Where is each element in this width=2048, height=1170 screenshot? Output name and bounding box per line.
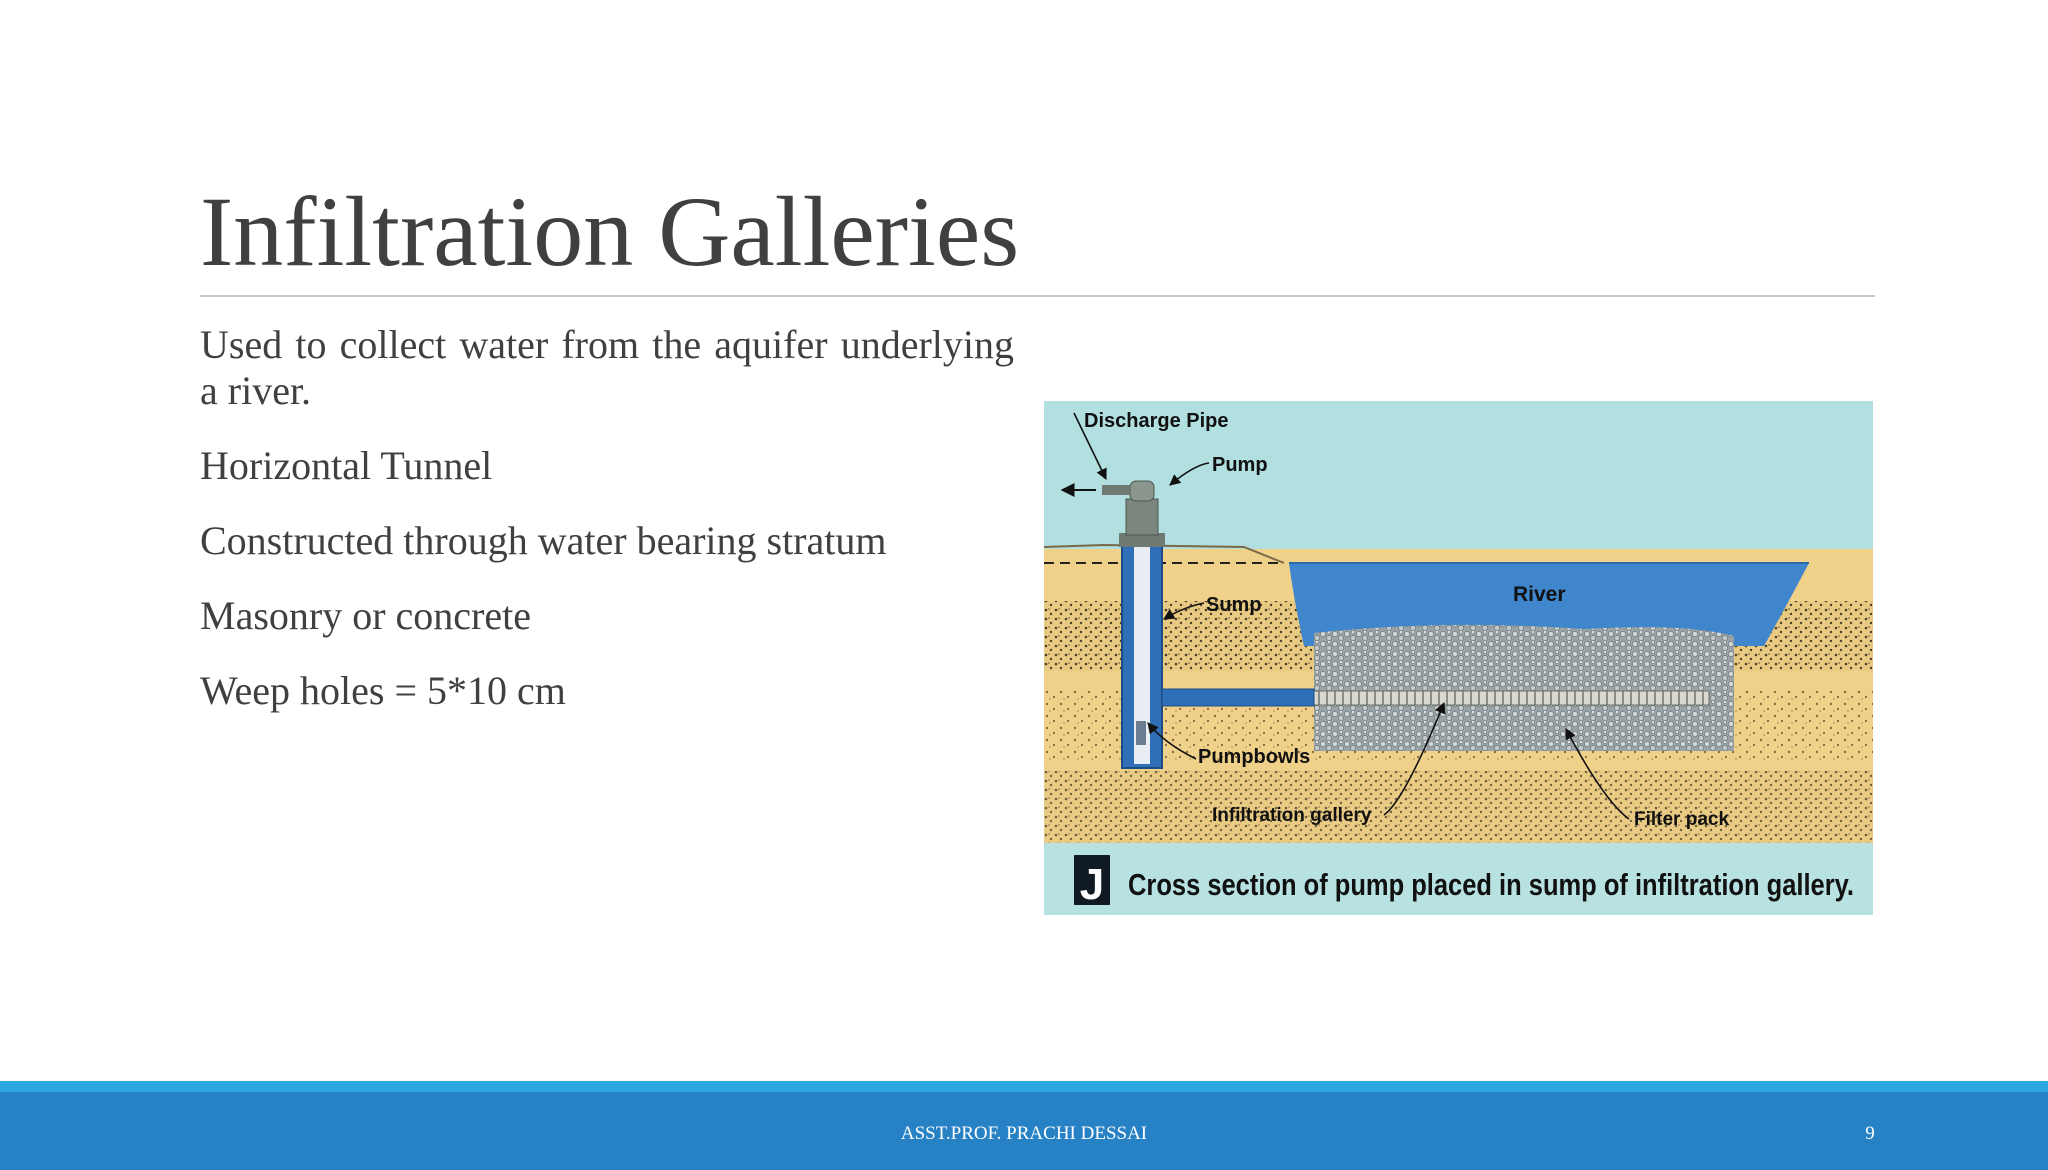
filter-pack-label: Filter pack <box>1634 809 1730 830</box>
pumpbowls-label: Pumpbowls <box>1198 746 1311 768</box>
pump-label: Pump <box>1212 454 1268 476</box>
caption-logo: J <box>1079 860 1105 909</box>
sump-label: Sump <box>1206 594 1262 616</box>
connecting-pipe <box>1162 689 1314 706</box>
pump-bowls-element <box>1136 721 1146 745</box>
infiltration-gallery-pipe <box>1314 691 1709 705</box>
bullet-item: Used to collect water from the aquifer underlying a river. <box>200 322 1014 413</box>
cross-section-diagram <box>1044 401 1873 915</box>
pump-body <box>1126 499 1158 535</box>
infiltration-gallery-label: Infiltration gallery <box>1212 805 1372 826</box>
title-divider <box>200 295 1875 297</box>
infiltration-gallery-figure <box>1044 401 1873 915</box>
river-label: River <box>1513 583 1566 606</box>
bullet-list <box>200 322 1014 743</box>
bullet-item: Horizontal Tunnel <box>200 443 493 488</box>
ground-lower-stratum <box>1044 771 1873 843</box>
bullet-item: Weep holes = 5*10 cm <box>200 668 566 713</box>
footer-stripe <box>0 1081 2048 1092</box>
bullet-item: Constructed through water bearing stratum <box>200 518 887 563</box>
discharge-pipe-label: Discharge Pipe <box>1084 410 1229 432</box>
discharge-pipe-stub <box>1102 485 1130 495</box>
bullet-item: Masonry or concrete <box>200 593 531 638</box>
filter-pack-gravel <box>1314 625 1734 751</box>
page-number: 9 <box>1865 1123 1875 1144</box>
figure-caption: Cross section of pump placed in sump of infiltration gallery. <box>1128 867 1854 902</box>
slide-title: Infiltration Galleries <box>200 176 1020 287</box>
footer-author: ASST.PROF. PRACHI DESSAI <box>900 1123 1148 1144</box>
pump-motor <box>1130 481 1154 501</box>
